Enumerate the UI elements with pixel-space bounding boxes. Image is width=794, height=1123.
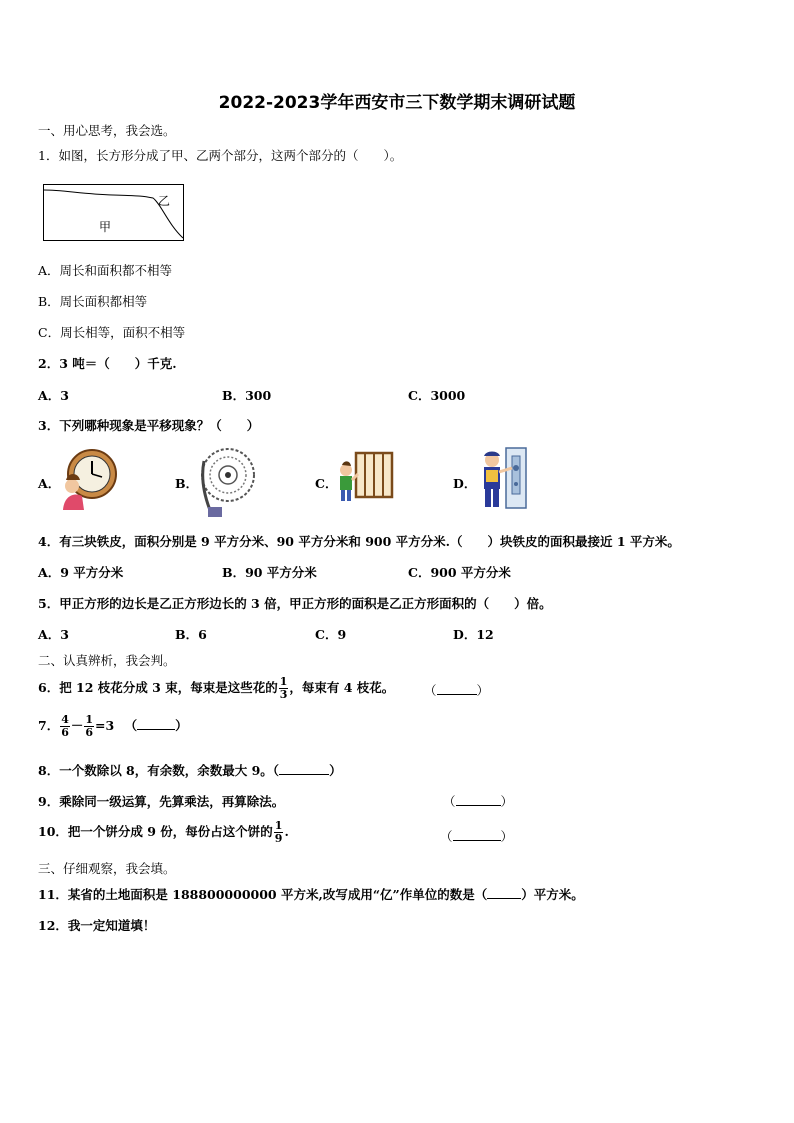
question-3-option-b: B． <box>175 476 199 491</box>
question-7: 7． $\frac{4}{6}$ － $\frac{1}{6}$ =3 （ ） <box>38 713 188 739</box>
page-title: 2022-2023学年西安市三下数学期末调研试题 <box>218 93 576 113</box>
window-picture <box>336 450 394 502</box>
figure-label-yi: 乙 <box>158 194 171 208</box>
question-1-option-b: B．周长面积都相等 <box>38 294 148 309</box>
question-8-text: 8．一个数除以 8，有余数，余数最大 9。 <box>38 763 273 778</box>
clock-picture <box>60 446 120 510</box>
question-7-result: =3 <box>95 718 115 733</box>
question-6-text-pre: 6．把 12 枝花分成 3 束，每束是这些花的 <box>38 680 278 695</box>
question-9-text: 9．乘除同一级运算，先算乘法，再算除法。 <box>38 794 285 809</box>
question-3-stem: 3．下列哪种现象是平移现象？（ ） <box>38 418 260 433</box>
rectangle-split-figure <box>43 184 184 241</box>
question-8-answer-blank[interactable]: （ ） <box>272 763 342 778</box>
section-1-heading: 一、用心思考，我会选。 <box>38 123 176 138</box>
question-7-label: 7． <box>38 718 60 733</box>
question-4-option-b: B．90 平方分米 <box>222 565 317 580</box>
section-3-heading: 三、仔细观察，我会填。 <box>38 861 176 876</box>
question-1-stem: 1．如图，长方形分成了甲、乙两个部分，这两个部分的（ ）。 <box>38 148 403 163</box>
figure-label-jia: 甲 <box>99 220 112 234</box>
question-3-option-d: D． <box>453 476 477 491</box>
question-3-option-c: C． <box>315 476 338 491</box>
question-2-option-b: B．300 <box>222 388 272 403</box>
fraction-four-sixths: $\frac{4}{6}$ <box>61 713 69 739</box>
question-5-option-d: D．12 <box>453 627 494 642</box>
question-12-text: 12．我一定知道填！ <box>38 918 156 933</box>
question-9-answer-blank[interactable]: （ ） <box>443 794 514 809</box>
faucet-worker-picture <box>474 446 532 512</box>
question-6 <box>38 676 394 701</box>
question-5-stem: 5．甲正方形的边长是乙正方形边长的 3 倍，甲正方形的面积是乙正方形面积的（ ）倍。 <box>38 596 552 611</box>
question-11-text-pre: 11．某省的土地面积是 188800000000 平方米,改写成用“亿”作单位的数是（ <box>38 887 488 902</box>
question-2-option-c: C．3000 <box>408 388 466 403</box>
question-1-option-a: A．周长和面积都不相等 <box>38 263 173 278</box>
question-5-option-c: C．9 <box>315 627 347 642</box>
question-6-answer-blank[interactable]: （ ） <box>424 683 490 698</box>
question-1-option-c: C．周长相等，面积不相等 <box>38 325 186 340</box>
question-7-answer-blank[interactable]: （ ） <box>124 718 188 733</box>
question-11-answer-blank[interactable] <box>487 898 521 899</box>
question-4-option-a: A．9 平方分米 <box>38 565 124 580</box>
question-5-option-b: B．6 <box>175 627 207 642</box>
question-4-stem: 4．有三块铁皮，面积分别是 9 平方分米、90 平方分米和 900 平方分米.（ ）块铁皮的面积最接近 1 平方米。 <box>38 534 680 549</box>
question-11 <box>38 885 584 903</box>
fraction-one-third: $\frac{1}{3}$ <box>279 675 288 701</box>
question-10: 10．把一个饼分成 9 份，每份占这个饼的 $\frac{1}{9}$ . <box>38 819 289 845</box>
question-2-option-a: A．3 <box>38 388 69 403</box>
question-3-option-a: A． <box>38 476 61 491</box>
question-5-option-a: A．3 <box>38 627 69 642</box>
fan-picture <box>196 441 256 519</box>
section-2-heading: 二、认真辨析，我会判。 <box>38 653 176 668</box>
fraction-one-sixth: $\frac{1}{6}$ <box>85 713 94 739</box>
question-10-text-pre: 10．把一个饼分成 9 份，每份占这个饼的 <box>38 824 273 839</box>
question-11-text-post: ）平方米。 <box>521 887 584 902</box>
question-10-answer-blank[interactable]: （ ） <box>440 829 514 844</box>
fraction-one-ninth: $\frac{1}{9}$ <box>274 819 283 845</box>
question-8 <box>38 761 342 779</box>
question-4-option-c: C．900 平方分米 <box>408 565 511 580</box>
question-6-text-post: ，每束有 4 枝花。 <box>289 680 395 695</box>
question-2-stem: 2．3 吨＝（ ）千克. <box>38 356 177 371</box>
